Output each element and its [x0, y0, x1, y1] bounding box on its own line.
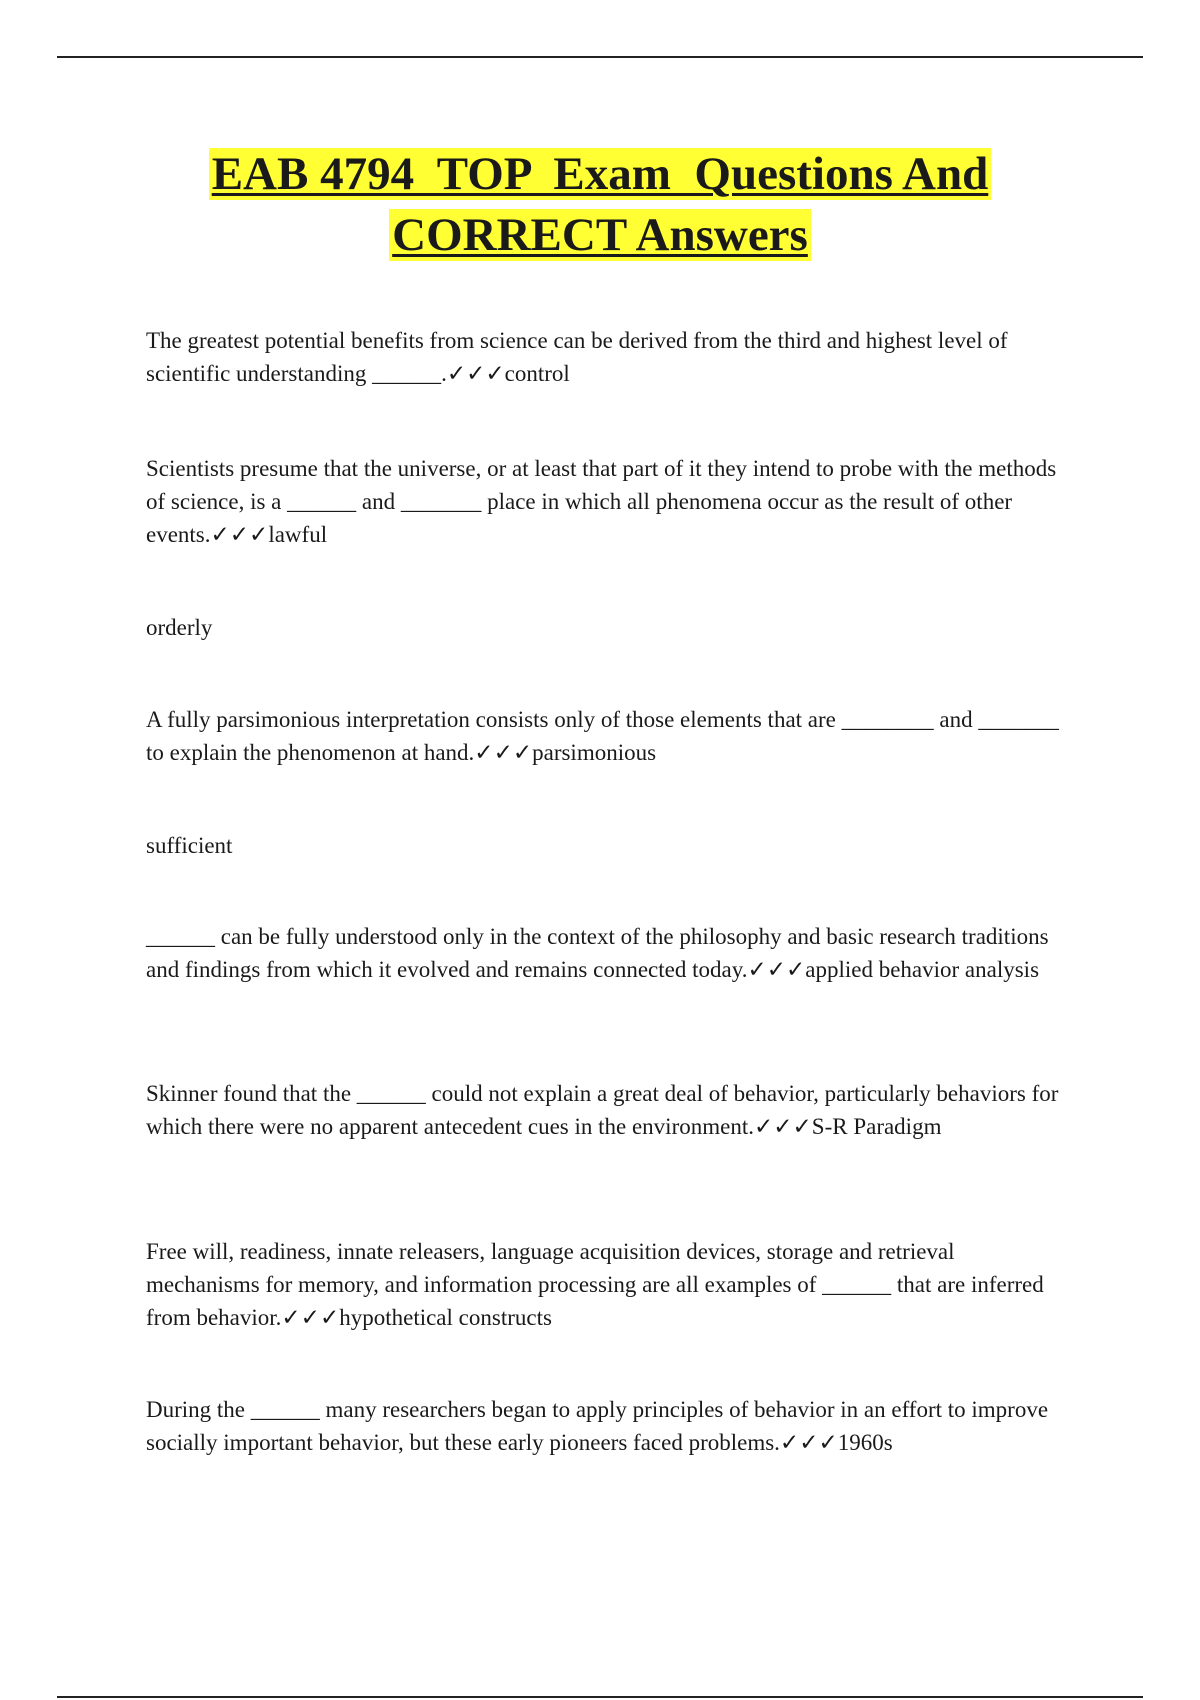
answer-continuation-3: sufficient: [146, 833, 233, 858]
question-6: Free will, readiness, innate releasers, language acquisition devices, storage and retrieval mechanisms for memory, and information processing are all examples of ______ that are inferred from behavior.✓✓✓hypothetical constructs: [146, 1239, 1044, 1330]
question-3: A fully parsimonious interpretation consists only of those elements that are ________ and _______ to explain the phenomenon at hand.✓✓✓parsimonious: [146, 707, 1059, 765]
bottom-rule: [57, 1696, 1143, 1698]
title-line-2: CORRECT Answers: [389, 209, 811, 261]
top-rule: [57, 56, 1143, 58]
question-4: ______ can be fully understood only in the context of the philosophy and basic research traditions and findings from which it evolved and remains connected today.✓✓✓applied behavior analysis: [146, 924, 1049, 982]
title-line-1: EAB 4794 TOP Exam Questions And: [209, 148, 992, 200]
question-7: During the ______ many researchers began to apply principles of behavior in an effort to improve socially important behavior, but these early pioneers faced problems.✓✓✓1960s: [146, 1397, 1049, 1455]
answer-continuation-2: orderly: [146, 615, 213, 640]
question-1: The greatest potential benefits from science can be derived from the third and highest level of scientific understanding ______.✓✓✓control: [146, 328, 1008, 386]
document-title: [0, 144, 1200, 266]
question-5: Skinner found that the ______ could not explain a great deal of behavior, particularly behaviors for which there were no apparent antecedent cues in the environment.✓✓✓S-R Paradigm: [146, 1081, 1059, 1139]
question-2: Scientists presume that the universe, or at least that part of it they intend to probe with the methods of science, is a ______ and _______ place in which all phenomena occur as the result of other events.✓✓✓lawful: [146, 456, 1057, 547]
